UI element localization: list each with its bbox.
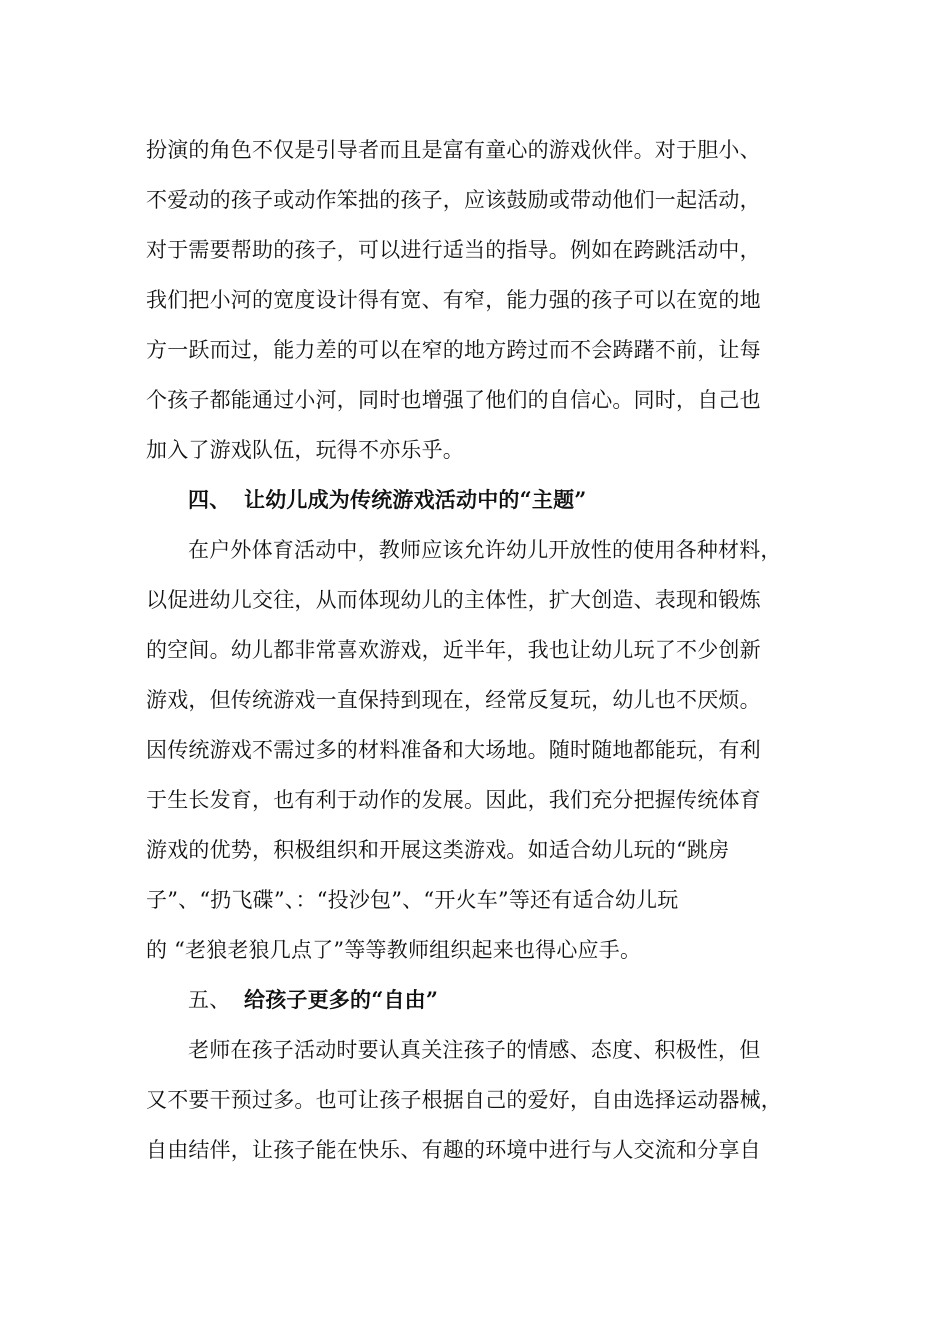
paragraph-line: 以促进幼儿交往，从而体现幼儿的主体性，扩大创造、表现和锻炼	[146, 588, 761, 612]
paragraph-line: 于生长发育，也有利于动作的发展。因此，我们充分把握传统体育	[146, 788, 761, 812]
paragraph-line: 方一跃而过，能力差的可以在窄的地方跨过而不会踌躇不前，让每	[146, 338, 761, 362]
paragraph-line: 因传统游戏不需过多的材料准备和大场地。随时随地都能玩，有利	[146, 738, 761, 762]
paragraph-line: 自由结伴，让孩子能在快乐、有趣的环境中进行与人交流和分享自	[146, 1138, 761, 1162]
paragraph-line: 子”、“扔飞碟”、：“投沙包”、“开火车”等还有适合幼儿玩	[146, 888, 679, 912]
section-number: 五、	[188, 988, 231, 1012]
paragraph-line: 不爱动的孩子或动作笨拙的孩子，应该鼓励或带动他们一起活动，	[146, 188, 761, 212]
paragraph-line: 的 “老狼老狼几点了”等等教师组织起来也得心应手。	[146, 938, 642, 962]
section-title: 让幼儿成为传统游戏活动中的“主题”	[244, 487, 587, 512]
paragraph-line: 老师在孩子活动时要认真关注孩子的情感、态度、积极性，但	[188, 1038, 761, 1062]
paragraph-line: 我们把小河的宽度设计得有宽、有窄，能力强的孩子可以在宽的地	[146, 288, 761, 312]
section-heading-4	[188, 484, 852, 516]
section-title: 给孩子更多的“自由”	[244, 987, 439, 1012]
paragraph-line: 对于需要帮助的孩子，可以进行适当的指导。例如在跨跳活动中，	[146, 238, 761, 262]
paragraph-line: 的空间。幼儿都非常喜欢游戏，近半年，我也让幼儿玩了不少创新	[146, 638, 761, 662]
paragraph-line: 在户外体育活动中，教师应该允许幼儿开放性的使用各种材料，	[188, 538, 782, 562]
paragraph-line: 扮演的角色不仅是引导者而且是富有童心的游戏伙伴。对于胆小、	[146, 138, 761, 162]
paragraph-line: 加入了游戏队伍，玩得不亦乐乎。	[146, 438, 464, 462]
section-number: 四、	[188, 487, 231, 512]
paragraph-line: 又不要干预过多。也可让孩子根据自己的爱好，自由选择运动器械，	[146, 1088, 782, 1112]
paragraph-line: 个孩子都能通过小河，同时也增强了他们的自信心。同时，自己也	[146, 388, 761, 412]
section-heading-5	[188, 984, 852, 1016]
paragraph-line: 游戏的优势，积极组织和开展这类游戏。如适合幼儿玩的“跳房	[146, 838, 730, 862]
paragraph-line: 游戏，但传统游戏一直保持到现在，经常反复玩，幼儿也不厌烦。	[146, 688, 761, 712]
